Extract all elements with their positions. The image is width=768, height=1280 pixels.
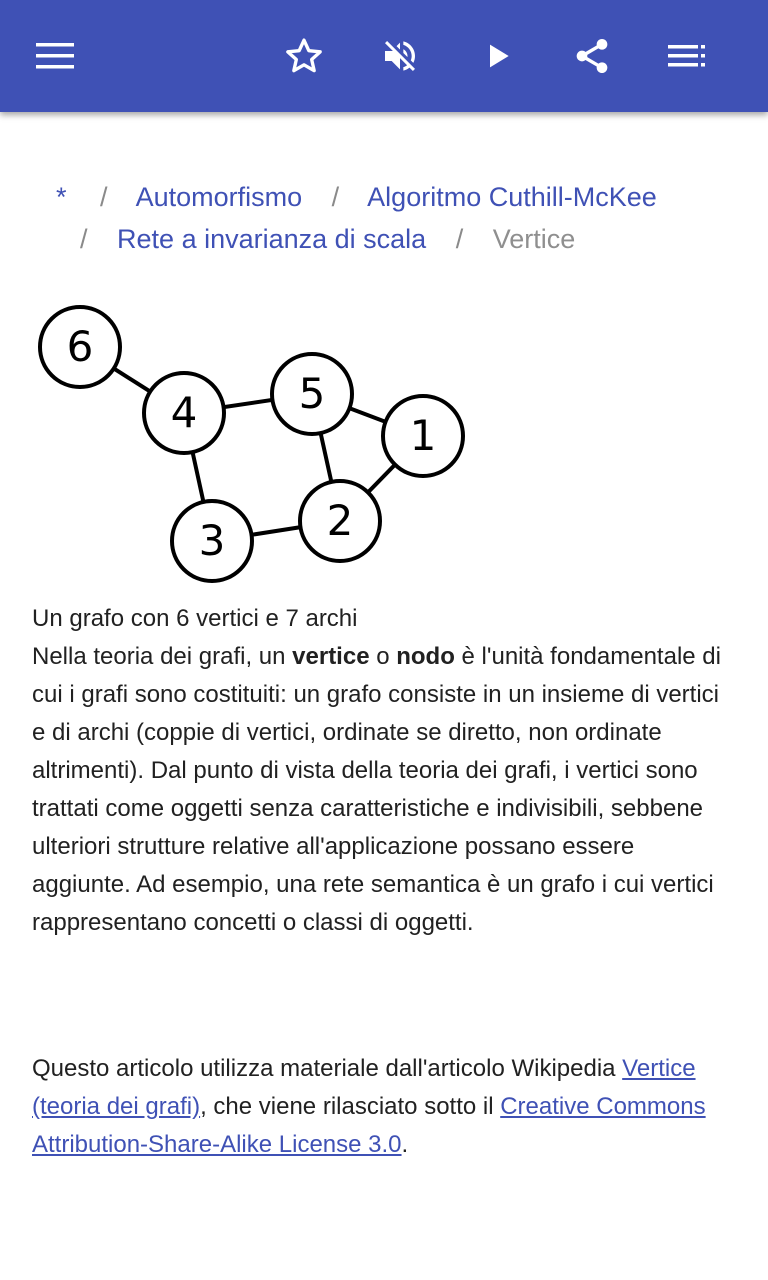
attribution-prefix: Questo articolo utilizza materiale dall'articolo Wikipedia xyxy=(32,1055,623,1082)
breadcrumb-home[interactable]: * xyxy=(56,182,67,212)
intro-text: Nella teoria dei grafi, un xyxy=(32,643,293,670)
node-label: 4 xyxy=(170,388,198,437)
play-icon xyxy=(482,40,514,72)
article-body xyxy=(32,638,736,942)
breadcrumb-separator: / xyxy=(100,182,108,212)
node-2 xyxy=(300,481,380,561)
playlist-button[interactable] xyxy=(660,28,716,84)
term-vertice: vertice xyxy=(292,643,370,670)
play-button[interactable] xyxy=(470,28,526,84)
node-label: 3 xyxy=(198,516,226,565)
term-nodo: nodo xyxy=(396,643,455,670)
playlist-icon xyxy=(668,42,708,70)
node-5 xyxy=(272,354,352,434)
star-outline-icon xyxy=(284,36,324,76)
app-bar xyxy=(0,0,768,112)
node-label: 2 xyxy=(326,496,354,545)
node-label: 6 xyxy=(66,322,94,371)
node-3 xyxy=(172,501,252,581)
breadcrumb-item-rete[interactable]: Rete a invarianza di scala xyxy=(117,224,427,254)
node-label: 1 xyxy=(409,411,437,460)
breadcrumb-separator: / xyxy=(455,224,464,254)
hamburger-menu-icon xyxy=(36,42,76,70)
share-button[interactable] xyxy=(564,28,620,84)
attribution xyxy=(32,1050,736,1164)
menu-button[interactable] xyxy=(28,28,84,84)
node-label: 5 xyxy=(298,369,326,418)
attribution-middle: , che viene rilasciato sotto il xyxy=(200,1093,501,1120)
wikipedia-article-link[interactable]: Vertice (teoria dei grafi) xyxy=(32,1055,696,1120)
share-icon xyxy=(572,36,612,76)
license-link[interactable]: Creative Commons Attribution-Share-Alike License 3.0 xyxy=(32,1093,706,1158)
node-1 xyxy=(383,396,463,476)
breadcrumb-item-cuthill-mckee[interactable]: Algoritmo Cuthill-McKee xyxy=(367,182,657,212)
attribution-suffix: . xyxy=(401,1131,409,1158)
mute-button[interactable] xyxy=(372,28,428,84)
breadcrumb-current: Vertice xyxy=(492,224,576,254)
or-word: o xyxy=(369,643,397,670)
figure-caption: Un grafo con 6 vertici e 7 archi xyxy=(32,605,358,632)
node-4 xyxy=(144,373,224,453)
breadcrumb-separator: / xyxy=(331,182,340,212)
favorite-button[interactable] xyxy=(276,28,332,84)
body-text: è l'unità fondamentale di cui i grafi sono costituiti: un grafo consiste in un insieme di vertici e di archi (coppie di vertici, ordinate se diretto, non ordinate altrimenti). Dal punto di vista della teoria dei grafi, i vertici sono trattati come oggetti senza caratteristiche e indivisibili, sebbene ulteriori strutture relative all'applicazione possano essere aggiunte. Ad esempio, una rete semantica è un grafo i cui vertici rappresentano concetti o classi di oggetti. xyxy=(32,643,721,936)
node-6 xyxy=(40,307,120,387)
breadcrumb-separator: / xyxy=(80,224,88,254)
breadcrumb-item-automorfismo[interactable]: Automorfismo xyxy=(135,182,303,212)
graph-figure xyxy=(32,300,472,590)
volume-off-icon xyxy=(380,36,420,76)
